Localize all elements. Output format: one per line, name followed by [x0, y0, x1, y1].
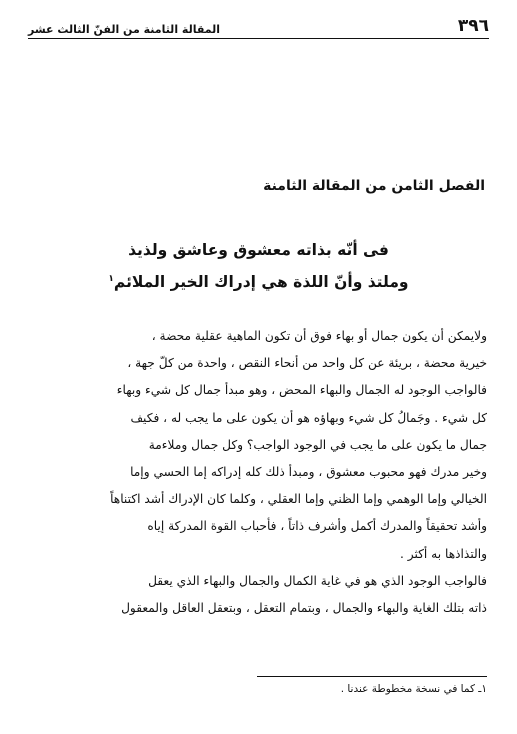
text-line: خيرية محضة ، بريئة عن كل واحد من أنحاء النقص ، واحدة من كلّ جهة ، — [127, 356, 487, 371]
text-line: والتذاذها به أكثر . — [399, 546, 487, 561]
chapter-title-line-2-text: وملتذ وأنّ اللذة هي إدراك الخير الملائم — [113, 273, 409, 292]
text-line: فالواجب الوجود الذي هو في غاية الكمال والجمال والبهاء الذي يعقل — [148, 573, 487, 588]
body-text — [30, 323, 487, 622]
text-line: الخيالي وإما الوهمي وإما الظني وإما العقلي ، وكلما كان الإدراك أشد اكتناهاً — [110, 492, 487, 507]
page-header — [28, 14, 489, 39]
text-line: جمال ما يكون على ما يجب في الوجود الواجب؟ وكل جمال وملاءمة — [148, 437, 487, 452]
paragraph-1 — [30, 323, 487, 568]
page-number: ٣٩٦ — [457, 16, 489, 36]
footnote-divider — [257, 676, 487, 677]
text-line: وأشد تحقيقاً والمدرك أكمل وأشرف ذاتاً ، فأحباب القوة المدركة إياه — [147, 519, 487, 534]
chapter-title-line-2 — [40, 265, 477, 297]
text-line: كل شيء . وجَمالُ كل شيء وبهاؤه هو أن يكون على ما يجب له ، فكيف — [130, 410, 487, 425]
text-line: وخير مدرك فهو محبوب معشوق ، ومبدأ ذلك كله إدراكه إما الحسي وإما — [130, 465, 487, 480]
footnote-marker: ١ — [108, 274, 114, 284]
text-line: ذاته بتلك الغاية والبهاء والجمال ، وبتمام التعقل ، وبتعقل العاقل والمعقول — [121, 601, 487, 616]
chapter-title — [40, 236, 477, 297]
paragraph-2 — [30, 568, 487, 622]
text-line: ولايمكن أن يكون جمال أو بهاء فوق أن تكون الماهية عقلية محضة ، — [151, 329, 487, 343]
section-heading: الفصل الثامن من المقالة الثامنة — [263, 178, 485, 194]
text-line: فالواجب الوجود له الجمال والبهاء المحض ، وهو مبدأ جمال كل شيء وبهاء — [116, 383, 487, 398]
chapter-title-line-1: فى أنّه بذاته معشوق وعاشق ولذيذ — [128, 241, 389, 259]
footnote: ١ـ كما في نسخة مخطوطة عندنا . — [340, 683, 487, 695]
running-title: المقالة الثامنة من الفنّ الثالث عشر — [28, 23, 221, 36]
